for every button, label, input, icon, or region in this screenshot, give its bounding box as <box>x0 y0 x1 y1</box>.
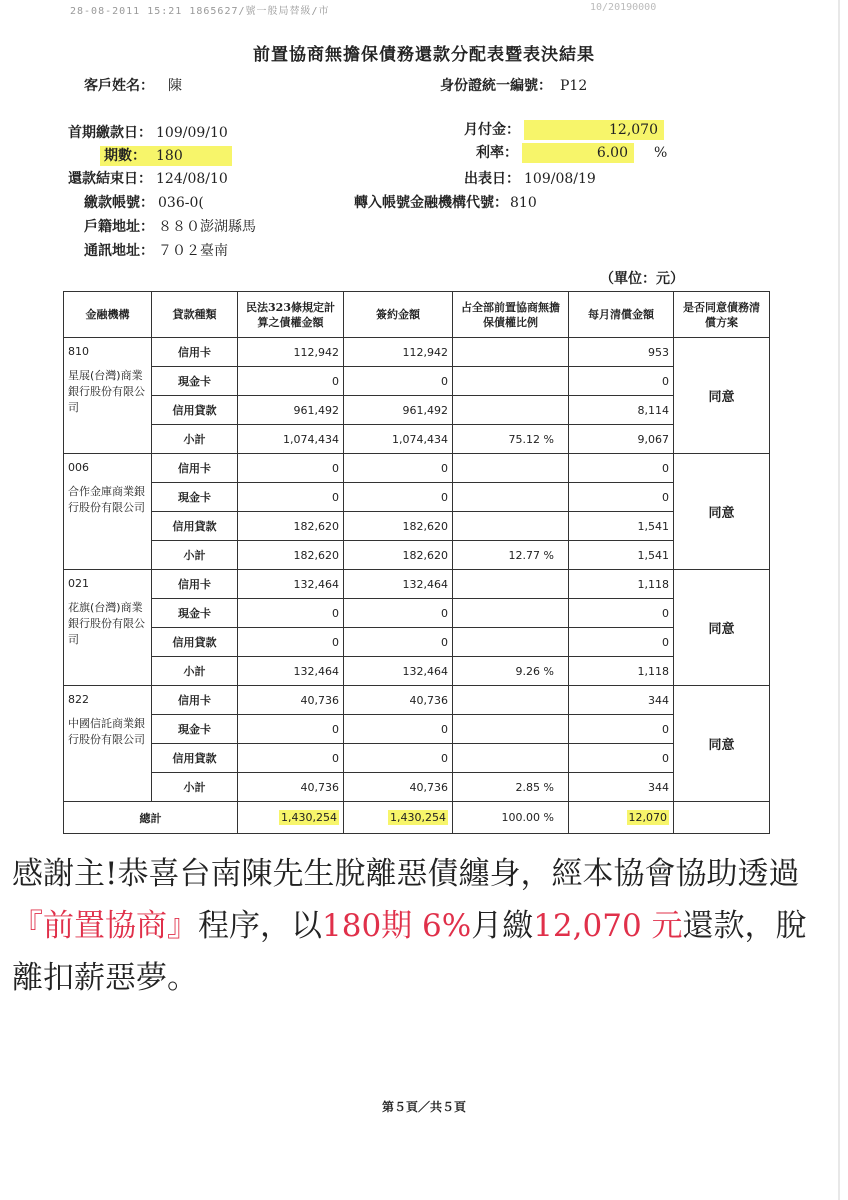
loan-type-cell: 現金卡 <box>152 367 238 396</box>
debt-cell: 1,074,434 <box>238 425 344 454</box>
total-contract: 1,430,254 <box>390 811 446 824</box>
header-contract: 簽約金額 <box>344 292 453 338</box>
monthly-value: 12,070 <box>524 120 664 140</box>
ratio-cell <box>453 715 569 744</box>
agree-cell: 同意 <box>674 686 770 802</box>
table-row <box>64 338 770 367</box>
ratio-cell <box>453 686 569 715</box>
bank-name: 花旗(台灣)商業銀行股份有限公司 <box>68 601 145 646</box>
agree-cell: 同意 <box>674 570 770 686</box>
account-field <box>84 192 204 212</box>
fax-header-line: 28-08-2011 15:21 1865627/號一般局替級/市 <box>70 6 330 17</box>
total-empty-cell <box>674 802 770 834</box>
page-number: 第５頁／共５頁 <box>381 1100 466 1114</box>
contract-cell: 961,492 <box>344 396 453 425</box>
monthly-field <box>464 119 664 140</box>
banner-highlight-term: 180期 6% <box>322 908 472 944</box>
ratio-cell: 9.26 % <box>453 657 569 686</box>
banner-text-1: 感謝主!恭喜台南陳先生脫離惡債纏身，經本協會協助透過 <box>12 856 800 892</box>
ratio-cell <box>453 744 569 773</box>
id-field <box>440 75 587 95</box>
contract-cell: 0 <box>344 483 453 512</box>
ratio-cell <box>453 628 569 657</box>
header-agree: 是否同意債務清償方案 <box>674 292 770 338</box>
bank-name: 星展(台灣)商業銀行股份有限公司 <box>68 369 145 414</box>
household-address-field <box>84 216 256 236</box>
debt-cell: 0 <box>238 367 344 396</box>
ratio-cell <box>453 454 569 483</box>
household-label: 戶籍地址： <box>84 219 154 235</box>
table-row <box>64 628 770 657</box>
loan-type-cell: 信用卡 <box>152 686 238 715</box>
contract-cell: 132,464 <box>344 657 453 686</box>
mailing-label: 通訊地址： <box>84 243 154 259</box>
mailing-value: ７０２臺南 <box>158 243 228 259</box>
monthly-cell: 1,118 <box>569 657 674 686</box>
contract-cell: 1,074,434 <box>344 425 453 454</box>
total-label: 總計 <box>64 802 238 834</box>
ratio-cell <box>453 338 569 367</box>
monthly-cell: 0 <box>569 744 674 773</box>
contract-cell: 0 <box>344 599 453 628</box>
customer-name-label: 客戶姓名： <box>84 78 154 94</box>
debt-cell: 132,464 <box>238 657 344 686</box>
monthly-cell: 0 <box>569 715 674 744</box>
contract-cell: 40,736 <box>344 686 453 715</box>
debt-cell: 182,620 <box>238 541 344 570</box>
loan-type-cell: 現金卡 <box>152 483 238 512</box>
table-row <box>64 454 770 483</box>
document-title: 前置協商無擔保債務還款分配表暨表決結果 <box>253 45 595 65</box>
first-payment-field <box>68 122 228 142</box>
bank-code: 021 <box>68 577 89 590</box>
monthly-cell: 344 <box>569 773 674 802</box>
first-payment-value: 109/09/10 <box>156 125 228 141</box>
customer-name-value: 陳 <box>168 78 182 94</box>
banner-highlight-amount: 12,070 元 <box>533 908 683 944</box>
contract-cell: 182,620 <box>344 512 453 541</box>
bank-cell <box>64 686 152 802</box>
monthly-cell: 1,118 <box>569 570 674 599</box>
loan-type-cell: 信用卡 <box>152 570 238 599</box>
table-row <box>64 367 770 396</box>
monthly-cell: 9,067 <box>569 425 674 454</box>
table-row <box>64 744 770 773</box>
end-date-value: 124/08/10 <box>156 171 228 187</box>
periods-field <box>100 145 232 166</box>
debt-cell: 0 <box>238 744 344 773</box>
repayment-table <box>63 291 770 834</box>
monthly-cell: 0 <box>569 599 674 628</box>
periods-value: 180 <box>150 146 232 166</box>
loan-type-cell: 信用卡 <box>152 338 238 367</box>
table-row <box>64 570 770 599</box>
monthly-label: 月付金： <box>464 122 520 138</box>
periods-label: 期數： <box>100 146 150 166</box>
total-row <box>64 802 770 834</box>
loan-type-cell: 小計 <box>152 425 238 454</box>
debt-cell: 0 <box>238 483 344 512</box>
contract-cell: 0 <box>344 367 453 396</box>
monthly-cell: 0 <box>569 454 674 483</box>
ratio-cell: 2.85 % <box>453 773 569 802</box>
contract-cell: 182,620 <box>344 541 453 570</box>
contract-cell: 40,736 <box>344 773 453 802</box>
monthly-cell: 1,541 <box>569 512 674 541</box>
loan-type-cell: 現金卡 <box>152 715 238 744</box>
debt-cell: 40,736 <box>238 773 344 802</box>
ratio-cell <box>453 396 569 425</box>
loan-type-cell: 信用貸款 <box>152 396 238 425</box>
contract-cell: 112,942 <box>344 338 453 367</box>
debt-cell: 0 <box>238 599 344 628</box>
monthly-cell: 1,541 <box>569 541 674 570</box>
bank-name: 合作金庫商業銀行股份有限公司 <box>68 485 145 514</box>
debt-cell: 112,942 <box>238 338 344 367</box>
fax-header-right: 10/20190000 <box>590 2 657 13</box>
table-row <box>64 599 770 628</box>
header-monthly: 每月清償金額 <box>569 292 674 338</box>
rate-value: 6.00 <box>522 143 634 163</box>
contract-cell: 0 <box>344 715 453 744</box>
debt-cell: 40,736 <box>238 686 344 715</box>
bank-code: 006 <box>68 461 89 474</box>
bank-code: 822 <box>68 693 89 706</box>
monthly-cell: 953 <box>569 338 674 367</box>
rate-field <box>476 142 667 163</box>
bank-cell <box>64 454 152 570</box>
total-monthly: 12,070 <box>628 811 667 824</box>
debt-cell: 961,492 <box>238 396 344 425</box>
debt-cell: 132,464 <box>238 570 344 599</box>
banner-highlight-program: 『前置協商』 <box>12 908 198 944</box>
contract-cell: 0 <box>344 454 453 483</box>
header-debt: 民法323條規定計算之債權金額 <box>238 292 344 338</box>
unit-label: （單位：元） <box>600 271 684 287</box>
loan-type-cell: 信用貸款 <box>152 628 238 657</box>
header-ratio: 占全部前置協商無擔保債權比例 <box>453 292 569 338</box>
debt-cell: 0 <box>238 715 344 744</box>
table-row <box>64 686 770 715</box>
table-row <box>64 425 770 454</box>
table-row <box>64 541 770 570</box>
ratio-cell <box>453 483 569 512</box>
header-loan-type: 貸款種類 <box>152 292 238 338</box>
loan-type-cell: 現金卡 <box>152 599 238 628</box>
ratio-cell: 75.12 % <box>453 425 569 454</box>
ratio-cell <box>453 599 569 628</box>
rate-unit: % <box>654 145 668 161</box>
loan-type-cell: 信用貸款 <box>152 512 238 541</box>
loan-type-cell: 小計 <box>152 657 238 686</box>
scan-edge <box>838 0 840 1200</box>
header-institution: 金融機構 <box>64 292 152 338</box>
rate-label: 利率： <box>476 145 518 161</box>
bank-code-value: 810 <box>510 195 537 211</box>
table-row <box>64 773 770 802</box>
account-value: 036-0( <box>158 195 204 211</box>
debt-cell: 0 <box>238 628 344 657</box>
end-date-field <box>68 168 228 188</box>
ratio-cell <box>453 570 569 599</box>
table-row <box>64 396 770 425</box>
monthly-cell: 344 <box>569 686 674 715</box>
contract-cell: 0 <box>344 744 453 773</box>
loan-type-cell: 小計 <box>152 541 238 570</box>
first-payment-label: 首期繳款日： <box>68 125 152 141</box>
total-ratio: 100.00 % <box>453 802 569 834</box>
id-value: P12 <box>560 78 588 94</box>
table-header-row <box>64 292 770 338</box>
loan-type-cell: 信用卡 <box>152 454 238 483</box>
ratio-cell: 12.77 % <box>453 541 569 570</box>
loan-type-cell: 小計 <box>152 773 238 802</box>
debt-cell: 182,620 <box>238 512 344 541</box>
bank-code: 810 <box>68 345 89 358</box>
monthly-cell: 8,114 <box>569 396 674 425</box>
debt-cell: 0 <box>238 454 344 483</box>
bank-code-field <box>354 192 537 212</box>
table-row <box>64 715 770 744</box>
ratio-cell <box>453 512 569 541</box>
bank-name: 中國信託商業銀行股份有限公司 <box>68 717 145 746</box>
customer-name-field <box>84 75 182 95</box>
table-row <box>64 483 770 512</box>
issue-date-label: 出表日： <box>464 171 520 187</box>
bank-cell <box>64 338 152 454</box>
id-label: 身份證統一編號： <box>440 78 552 94</box>
contract-cell: 132,464 <box>344 570 453 599</box>
loan-type-cell: 信用貸款 <box>152 744 238 773</box>
account-label: 繳款帳號： <box>84 195 154 211</box>
table-row <box>64 512 770 541</box>
banner-text-2: 程序，以 <box>198 908 322 944</box>
contract-cell: 0 <box>344 628 453 657</box>
agree-cell: 同意 <box>674 454 770 570</box>
banner-text-4: 還款，脫離扣薪惡夢。 <box>12 908 807 996</box>
banner-text-3: 月繳 <box>471 908 534 944</box>
monthly-cell: 0 <box>569 367 674 396</box>
household-value: ８８０澎湖縣馬 <box>158 219 256 235</box>
ratio-cell <box>453 367 569 396</box>
bank-cell <box>64 570 152 686</box>
issue-date-value: 109/08/19 <box>524 171 596 187</box>
table-row <box>64 657 770 686</box>
issue-date-field <box>464 168 596 188</box>
total-debt: 1,430,254 <box>281 811 337 824</box>
congrats-banner <box>12 848 818 1004</box>
monthly-cell: 0 <box>569 628 674 657</box>
bank-code-label: 轉入帳號金融機構代號： <box>354 195 508 211</box>
mailing-address-field <box>84 240 228 260</box>
agree-cell: 同意 <box>674 338 770 454</box>
monthly-cell: 0 <box>569 483 674 512</box>
end-date-label: 還款結束日： <box>68 171 152 187</box>
